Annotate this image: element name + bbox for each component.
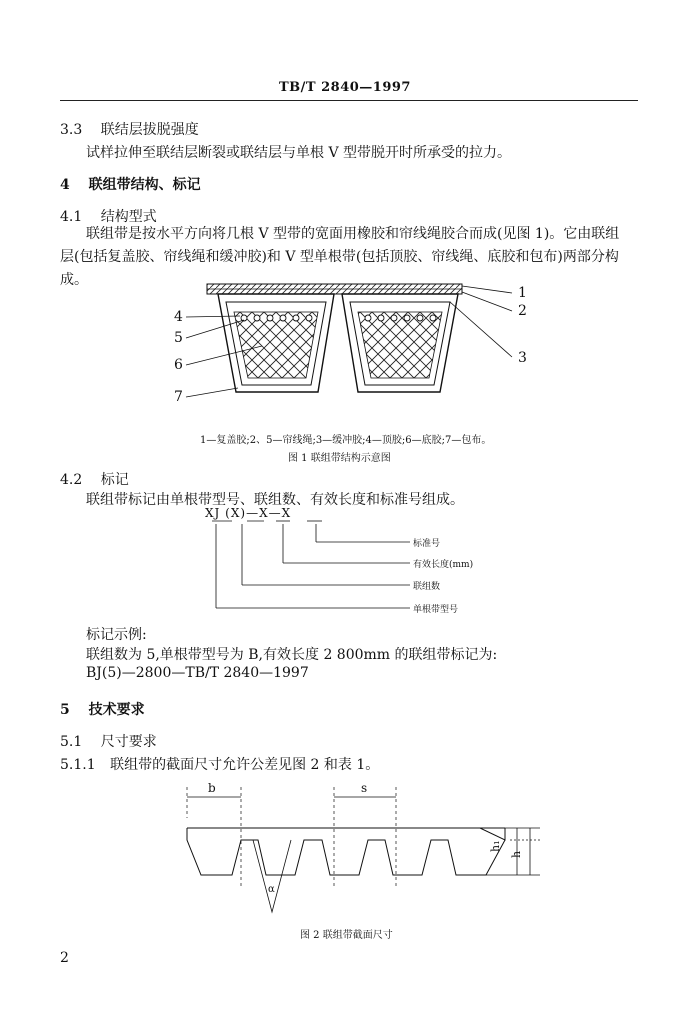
marking-diagram-lines [212, 521, 410, 608]
figure-2-centerlines [187, 787, 396, 887]
example-label: 标记示例: [86, 627, 147, 643]
fig1-label-4: 4 [174, 309, 183, 325]
section-number: 5.1 [60, 734, 83, 750]
fig1-label-5: 5 [174, 330, 183, 346]
section-5-1-heading [60, 731, 157, 751]
section-4-2-text: 联组带标记由单根带型号、联组数、有效长度和标准号组成。 [86, 492, 464, 508]
section-5-1-1 [60, 754, 379, 774]
figure-2-dimensions [187, 797, 540, 875]
fig1-label-2: 2 [518, 303, 527, 319]
section-number: 5 [60, 702, 70, 718]
section-title: 联组带结构、标记 [88, 177, 201, 193]
fig1-caption: 图 1 联组带结构示意图 [288, 453, 391, 464]
fig1-label-6: 6 [174, 357, 183, 373]
v-belt-right-core [358, 312, 442, 378]
section-4-1-line2: 层(包括复盖胶、帘线绳和缓冲胶)和 V 型单根带(包括顶胶、帘线绳、底胶和包布)两部分构 [60, 249, 619, 265]
cord-row [241, 315, 436, 321]
example-code: BJ(5)—2800—TB/T 2840—1997 [86, 665, 309, 681]
section-title: 标记 [100, 472, 129, 488]
section-number: 4.1 [60, 209, 83, 225]
section-4-2-heading [60, 469, 129, 489]
example-text: 联组数为 5,单根带型号为 B,有效长度 2 800mm 的联组带标记为: [86, 647, 498, 663]
section-4-1-line1: 联组带是按水平方向将几根 V 型带的宽面用橡胶和帘线绳胶合而成(见图 1)。它由联组 [86, 226, 620, 242]
section-5-heading [60, 699, 145, 719]
v-belt-left-core [234, 312, 318, 378]
section-number: 4 [60, 177, 70, 193]
marking-label-standard: 标准号 [413, 539, 441, 549]
section-4-1-line3: 成。 [60, 272, 88, 288]
fig1-label-3: 3 [518, 350, 527, 366]
page-number: 2 [60, 950, 69, 966]
marking-code: XJ (X)—X—X [205, 506, 292, 520]
fig1-label-7: 7 [174, 389, 183, 405]
section-title: 联结层拔脱强度 [100, 122, 199, 138]
marking-label-length: 有效长度(mm) [413, 560, 474, 570]
marking-label-type: 单根带型号 [413, 605, 459, 615]
fig2-caption: 图 2 联组带截面尺寸 [300, 930, 393, 941]
section-3-3-text: 试样拉伸至联结层断裂或联结层与单根 V 型带脱开时所承受的拉力。 [86, 145, 512, 161]
section-number: 4.2 [60, 472, 83, 488]
doc-code-header: TB/T 2840—1997 [279, 80, 411, 95]
fig1-legend: 1—复盖胶;2、5—帘线绳;3—缓冲胶;4—顶胶;6—底胶;7—包布。 [200, 435, 492, 446]
figure-2-profile [187, 828, 505, 912]
section-title: 尺寸要求 [100, 734, 157, 750]
fig2-dim-h1: h₁ [489, 840, 502, 852]
fig1-label-1: 1 [518, 285, 527, 301]
fig2-dim-h: h [510, 850, 523, 858]
section-text: 联组带的截面尺寸允许公差见图 2 和表 1。 [110, 757, 380, 773]
fig2-dim-alpha: α [268, 884, 275, 895]
section-title: 结构型式 [100, 209, 157, 225]
section-number: 5.1.1 [60, 757, 96, 773]
marking-label-count: 联组数 [413, 582, 441, 592]
section-number: 3.3 [60, 122, 83, 138]
fig2-dim-b: b [208, 781, 216, 795]
fig2-dim-s: s [361, 781, 368, 795]
section-title: 技术要求 [88, 702, 145, 718]
